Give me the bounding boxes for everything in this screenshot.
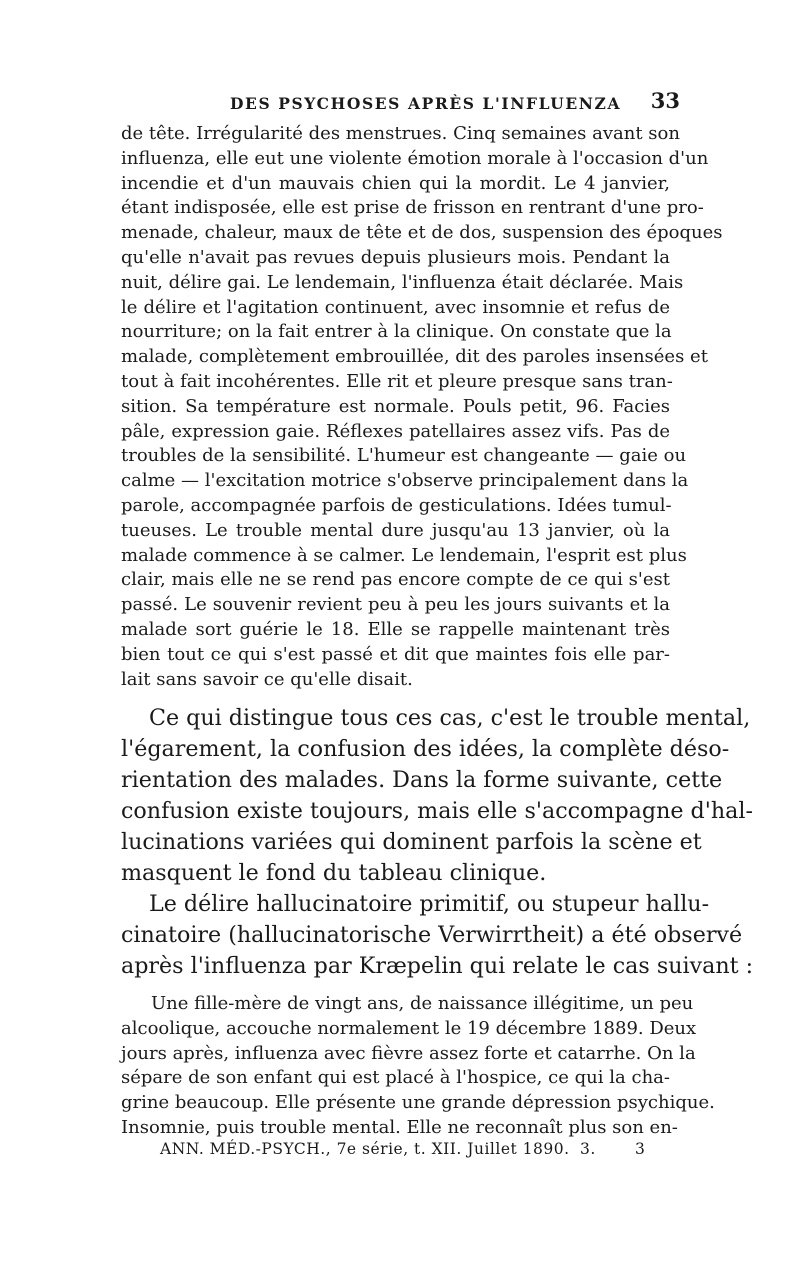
text-line: parole, accompagnée parfois de gesticulations. Idées tumul- [121, 494, 672, 516]
text-line: jours après, influenza avec fièvre assez forte et catarrhe. On la [121, 1042, 696, 1064]
text-line: sépare de son enfant qui est placé à l'hospice, ce qui la cha- [121, 1067, 670, 1089]
running-head [120, 88, 680, 118]
text-line: lait sans savoir ce qu'elle disait. [121, 668, 413, 690]
text-line: Une fille-mère de vingt ans, de naissance illégitime, un peu [151, 993, 694, 1014]
text-line: grine beaucoup. Elle présente une grande dépression psychique. [121, 1092, 715, 1114]
text-line: tout à fait incohérentes. Elle rit et pleure presque sans tran- [121, 370, 673, 392]
text-line: rientation des malades. Dans la forme suivante, cette [121, 767, 723, 793]
text-line: tueuses. Le trouble mental dure jusqu'au 13 janvier, où la [121, 519, 670, 541]
text-line: clair, mais elle ne se rend pas encore compte de ce qui s'est [121, 569, 670, 591]
text-line: sition. Sa température est normale. Pouls petit, 96. Facies [121, 395, 670, 417]
paragraph-hallucinatory-delirium [121, 889, 754, 982]
text-line: l'égarement, la confusion des idées, la complète déso- [121, 736, 730, 762]
text-line: Ce qui distingue tous ces cas, c'est le trouble mental, [149, 705, 751, 731]
text-line: étant indisposée, elle est prise de frisson en rentrant d'une pro- [121, 197, 704, 219]
text-line: passé. Le souvenir revient peu à peu les jours suivants et la [121, 594, 670, 616]
paragraph-distinction [121, 703, 753, 889]
text-line: malade sort guérie le 18. Elle se rappelle maintenant très [121, 618, 670, 640]
text-line: lucinations variées qui dominent parfois la scène et [121, 829, 702, 855]
text-line: menade, chaleur, maux de tête et de dos, suspension des époques [121, 222, 723, 244]
text-line: Insomnie, puis trouble mental. Elle ne reconnaît plus son en- [121, 1116, 678, 1138]
text-line: malade, complètement embrouillée, dit des paroles insensées et [121, 346, 708, 368]
text-line: pâle, expression gaie. Réflexes patellaires assez vifs. Pas de [121, 420, 670, 442]
paragraph-case-continuation [121, 122, 723, 692]
running-title: DES PSYCHOSES APRÈS L'INFLUENZA [230, 94, 622, 113]
text-line: nuit, délire gai. Le lendemain, l'influenza était déclarée. Mais [121, 271, 684, 293]
text-line: qu'elle n'avait pas revues depuis plusieurs mois. Pendant la [121, 246, 670, 268]
signature-mark: 3. [580, 1140, 596, 1158]
page-number: 33 [650, 88, 680, 113]
text-line: Le délire hallucinatoire primitif, ou stupeur hallu- [149, 891, 710, 917]
text-line: nourriture; on la fait entrer à la clinique. On constate que la [121, 321, 672, 343]
text-line: malade commence à se calmer. Le lendemain, l'esprit est plus [121, 544, 687, 566]
text-line: confusion existe toujours, mais elle s'accompagne d'hal- [121, 798, 753, 824]
paragraph-case-kraepelin [121, 992, 715, 1141]
text-line: incendie et d'un mauvais chien qui la mordit. Le 4 janvier, [121, 172, 670, 194]
text-line: de tête. Irrégularité des menstrues. Cinq semaines avant son [121, 123, 680, 144]
text-line: influenza, elle eut une violente émotion morale à l'occasion d'un [121, 147, 709, 169]
journal-citation: ANN. MÉD.-PSYCH., 7e série, t. XII. Juillet 1890. [160, 1140, 570, 1158]
text-line: le délire et l'agitation continuent, avec insomnie et refus de [121, 296, 670, 318]
text-line: bien tout ce qui s'est passé et dit que maintes fois elle par- [121, 643, 670, 665]
text-line: masquent le fond du tableau clinique. [121, 860, 547, 886]
text-line: troubles de la sensibilité. L'humeur est changeante — gaie ou [121, 445, 687, 467]
signature-mark: 3 [635, 1140, 646, 1158]
text-line: alcoolique, accouche normalement le 19 décembre 1889. Deux [121, 1017, 697, 1039]
footer-citation [160, 1140, 660, 1164]
text-line: après l'influenza par Kræpelin qui relate le cas suivant : [121, 953, 754, 979]
text-line: calme — l'excitation motrice s'observe principalement dans la [121, 470, 689, 492]
text-line: cinatoire (hallucinatorische Verwirrtheit) a été observé [121, 922, 743, 948]
